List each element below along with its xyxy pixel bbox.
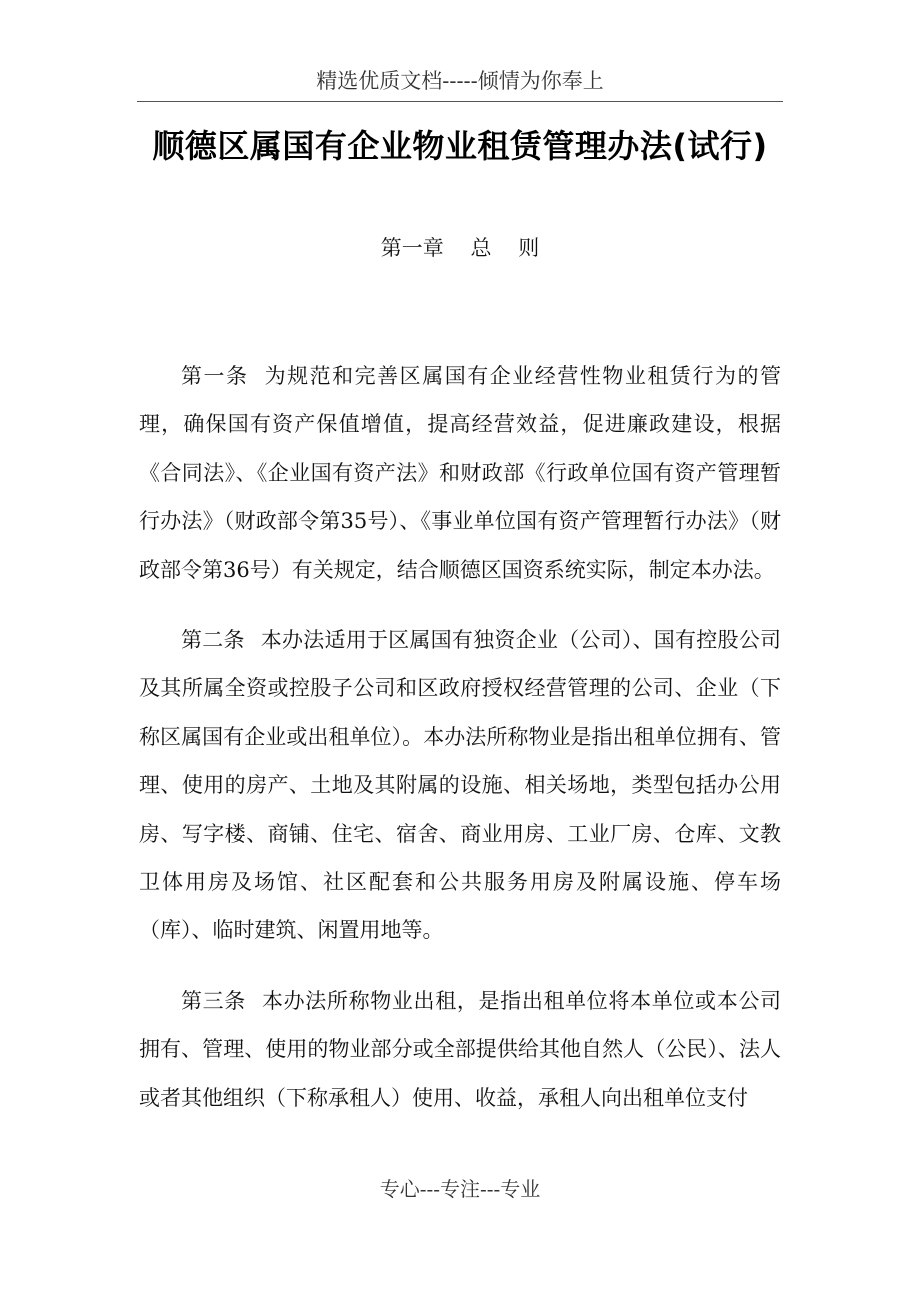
header-divider xyxy=(137,101,783,102)
article-text: 本办法适用于区属国有独资企业（公司）、国有控股公司及其所属全资或控股子公司和区政府授权经营管理的公司、企业（下称区属国有企业或出租单位）。本办法所称物业是指出租单位拥有、管理、使用的房产、土地及其附属的设施、相关场地，类型包括办公用房、写字楼、商铺、住宅、宿舍、商业用房、工业厂房、仓库、文教卫体用房及场馆、社区配套和公共服务用房及附属设施、停车场（库）、临时建筑、闲置用地等。 xyxy=(139,628,782,943)
chapter-heading: 第一章 总 则 xyxy=(380,236,540,260)
page-footer: 专心---专注---专业 xyxy=(379,1177,541,1201)
article-text: 本办法所称物业出租，是指出租单位将本单位或本公司拥有、管理、使用的物业部分或全部提供给其他自然人（公民）、法人或者其他组织（下称承租人）使用、收益，承租人向出租单位支付 xyxy=(139,988,782,1110)
article-text: 为规范和完善区属国有企业经营性物业租赁行为的管理，确保国有资产保值增值，提高经营效益，促进廉政建设，根据《合同法》、《企业国有资产法》和财政部《行政单位国有资产管理暂行办法》（财政部令第35号）、《事业单位国有资产管理暂行办法》（财政部令第36号）有关规定，结合顺德区国资系统实际，制定本办法。 xyxy=(139,364,782,582)
article-number: 第二条 xyxy=(181,628,245,653)
document-body xyxy=(139,352,781,1144)
document-title: 顺德区属国有企业物业租赁管理办法(试行) xyxy=(152,127,768,165)
article-2 xyxy=(139,616,781,955)
article-number: 第三条 xyxy=(181,988,246,1013)
article-3 xyxy=(139,977,781,1122)
article-number: 第一条 xyxy=(181,364,249,388)
page-header: 精选优质文档-----倾情为你奉上 xyxy=(316,69,604,93)
article-1 xyxy=(139,352,781,594)
